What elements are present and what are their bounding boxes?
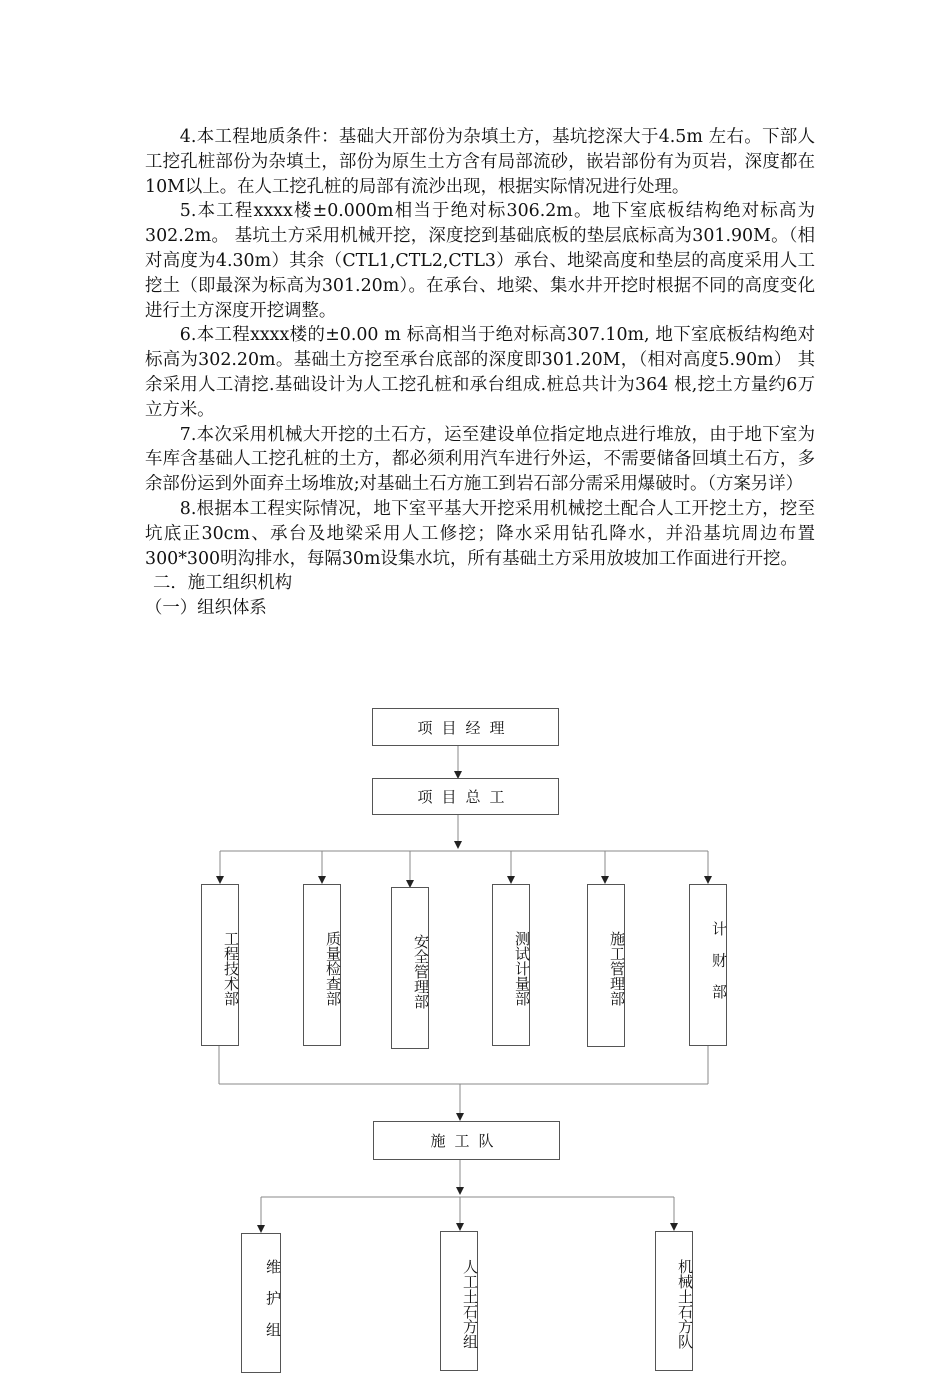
group-machine-earthwork-box: 机械土石方队	[655, 1231, 693, 1371]
subsection-heading: （一）组织体系	[145, 598, 267, 619]
dept-construction-box: 施工管理部	[587, 884, 625, 1047]
paragraph-4: 4.本工程地质条件：基础大开部份为杂填土方，基坑挖深大于4.5m 左右。下部人工挖孔桩部份为杂填土，部份为原生土方含有局部流砂，嵌岩部份有为页岩，深度都在10M以上。在人工挖孔桩的局部有流沙出现，根据实际情况进行处理。	[145, 127, 815, 197]
dept-finance-box: 计财部	[689, 884, 727, 1046]
group-maintenance-box: 维护组	[241, 1233, 281, 1373]
paragraph-8: 8.根据本工程实际情况，地下室平基大开挖采用机械挖土配合人工开挖土方，挖至坑底正30cm、承台及地梁采用人工修挖；降水采用钻孔降水，并沿基坑周边布置300*300明沟排水，每隔30m设集水坑，所有基础土方采用放坡加工作面进行开挖。	[145, 498, 815, 569]
paragraph-7: 7.本次采用机械大开挖的土石方，运至建设单位指定地点进行堆放，由于地下室为车库含基础人工挖孔桩的土方，都必须利用汽车进行外运，不需要储备回填土石方，多余部份运到外面弃土场堆放;对基础土石方施工到岩石部分需采用爆破时。（方案另详）	[145, 424, 815, 495]
paragraph-6: 6.本工程xxxx楼的±0.00 m 标高相当于绝对标高307.10m, 地下室底板结构绝对标高为302.20m。基础土方挖至承台底部的深度即301.20M，（相对高度5.90m） 其余采用人工清挖.基础设计为人工挖孔桩和承台组成.桩总共计为364 根,挖土方量约6万立方米。	[145, 325, 815, 420]
dept-engineering-box: 工程技术部	[201, 884, 239, 1046]
construction-team-box: 施工队	[373, 1121, 560, 1160]
group-manual-earthwork-box: 人工土石方组	[440, 1231, 478, 1371]
dept-testing-box: 测试计量部	[492, 884, 530, 1046]
chief-engineer-box: 项目总工	[372, 778, 559, 815]
dept-quality-box: 质量检查部	[303, 884, 341, 1046]
project-manager-box: 项目经理	[372, 708, 559, 746]
dept-safety-box: 安全管理部	[391, 887, 429, 1049]
paragraph-5: 5.本工程xxxx楼±0.000m相当于绝对标306.2m。地下室底板结构绝对标高为302.2m。 基坑土方采用机械开挖，深度挖到基础底板的垫层底标高为301.90M。（相对高度为4.30m）其余（CTL1,CTL2,CTL3）承台、地梁高度和垫层的高度采用人工挖土（即最深为标高为301.20m）。在承台、地梁、集水井开挖时根据不同的高度变化进行土方深度开挖调整。	[145, 201, 815, 321]
section-heading: 二．施工组织机构	[153, 573, 293, 594]
